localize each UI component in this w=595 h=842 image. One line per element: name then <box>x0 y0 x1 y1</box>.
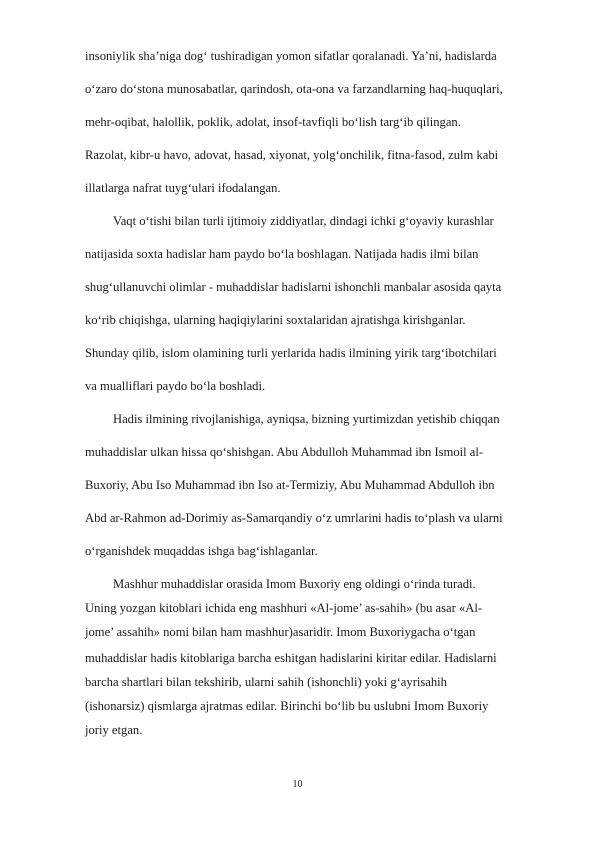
text-line: o‘rganishdek muqaddas ishga bag‘ishlaganlar. <box>85 544 318 558</box>
text-line: Razolat, kibr-u havo, adovat, hasad, xiyonat, yolg‘onchilik, fitna-fasod, zulm kabi <box>85 148 499 162</box>
text-line: va mualliflari paydo bo‘la boshladi. <box>85 379 266 393</box>
text-line: Hadis ilmining rivojlanishiga, ayniqsa, bizning yurtimizdan yetishib chiqqan <box>113 412 500 426</box>
text-line: Shunday qilib, islom olamining turli yerlarida hadis ilmining yirik targ‘ibotchilari <box>85 346 497 360</box>
text-line: muhaddislar hadis kitoblariga barcha eshitgan hadislarini kiritar edilar. Hadislarni <box>85 651 497 665</box>
text-line: muhaddislar ulkan hissa qo‘shishgan. Abu Abdulloh Muhammad ibn Ismoil al- <box>85 445 484 459</box>
text-line: natijasida soxta hadislar ham paydo bo‘la boshlagan. Natijada hadis ilmi bilan <box>85 247 479 261</box>
text-line: illatlarga nafrat tuyg‘ulari ifodalangan. <box>85 181 281 195</box>
text-line: Abd ar-Rahmon ad-Dorimiy as-Samarqandiy o‘z umrlarini hadis to‘plash va ularni <box>85 511 503 525</box>
text-line: Mashhur muhaddislar orasida Imom Buxoriy eng oldingi o‘rinda turadi. <box>113 577 476 591</box>
text-line: (ishonarsiz) qismlarga ajratmas edilar. Birinchi bo‘lib bu uslubni Imom Buxoriy <box>85 699 489 713</box>
text-line: barcha shartlari bilan tekshirib, ularni sahih (ishonchli) yoki g‘ayrisahih <box>85 675 447 689</box>
text-line: Uning yozgan kitoblari ichida eng mashhuri «Al-jome’ as-sahih» (bu asar «Al- <box>85 601 483 615</box>
page-number: 10 <box>292 779 303 790</box>
text-line: Vaqt o‘tishi bilan turli ijtimoiy ziddiyatlar, dindagi ichki g‘oyaviy kurashlar <box>113 214 494 228</box>
text-line: ko‘rib chiqishga, ularning haqiqiylarini soxtalaridan ajratishga kirishganlar. <box>85 313 466 327</box>
text-line: insoniylik sha’niga dog‘ tushiradigan yomon sifatlar qoralanadi. Ya’ni, hadislarda <box>85 49 497 63</box>
text-line: shug‘ullanuvchi olimlar - muhaddislar hadislarni ishonchli manbalar asosida qayta <box>85 280 502 294</box>
text-line: mehr-oqibat, halollik, poklik, adolat, insof-tavfiqli bo‘lish targ‘ib qilingan. <box>85 115 461 129</box>
text-line: o‘zaro do‘stona munosabatlar, qarindosh, ota-ona va farzandlarning haq-huquqlari, <box>85 82 503 96</box>
text-line: jome’ assahih» nomi bilan ham mashhur)asaridir. Imom Buxoriygacha o‘tgan <box>85 625 476 639</box>
text-line: joriy etgan. <box>85 723 143 737</box>
text-line: Buxoriy, Abu Iso Muhammad ibn Iso at-Termiziy, Abu Muhammad Abdulloh ibn <box>85 478 495 492</box>
